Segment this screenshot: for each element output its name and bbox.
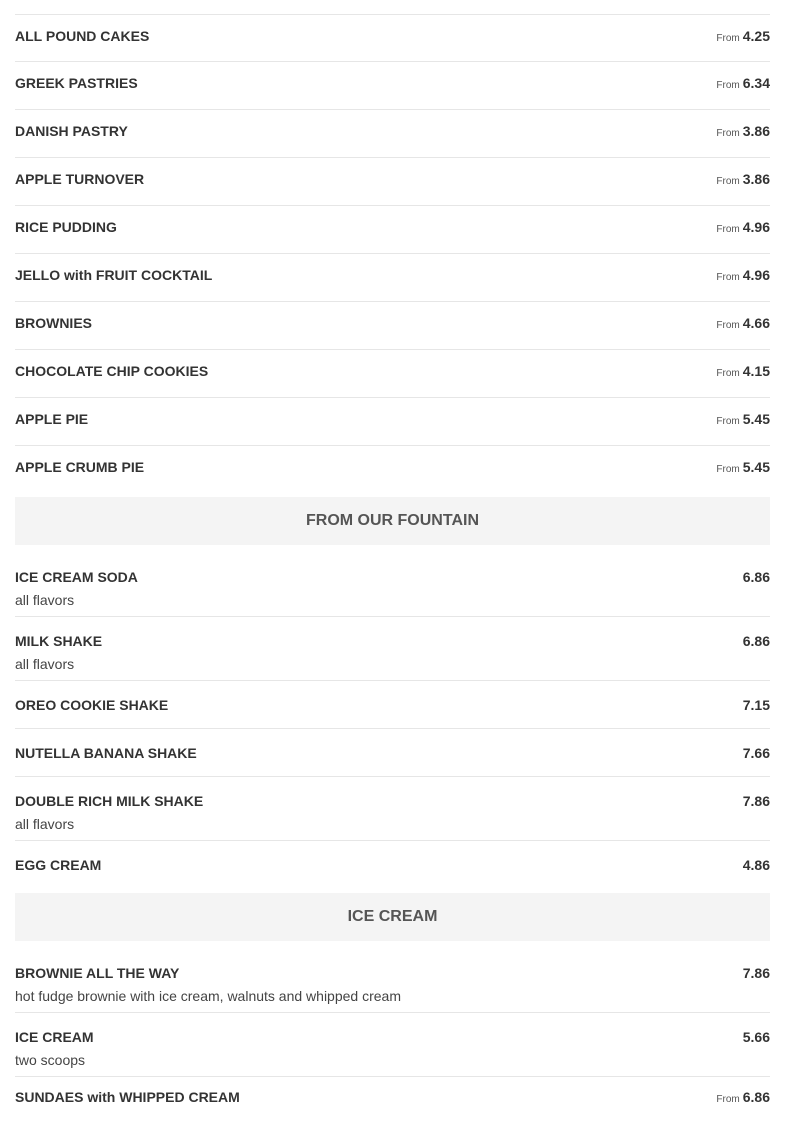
item-price	[716, 459, 770, 475]
item-price	[716, 363, 770, 379]
price-value: 4.15	[742, 363, 770, 379]
item-name: APPLE PIE	[15, 411, 89, 427]
from-label: From	[716, 1094, 740, 1105]
from-label: From	[716, 176, 740, 187]
item-name: DOUBLE RICH MILK SHAKE	[15, 793, 204, 809]
menu-item[interactable]	[15, 254, 770, 302]
section-title: FROM OUR FOUNTAIN	[305, 512, 479, 529]
menu-item[interactable]	[15, 206, 770, 254]
item-description: all flavors	[15, 816, 75, 832]
price-value: 4.66	[742, 315, 770, 331]
menu-item[interactable]	[15, 62, 770, 110]
menu-item[interactable]	[15, 1013, 770, 1077]
from-label: From	[716, 368, 740, 379]
menu-item[interactable]	[15, 1077, 770, 1125]
from-label: From	[716, 224, 740, 235]
item-name: DANISH PASTRY	[15, 123, 128, 139]
section-header-ice-cream	[15, 893, 770, 941]
item-name: BROWNIE ALL THE WAY	[15, 965, 180, 981]
item-price	[716, 315, 770, 331]
price-value: 6.86	[742, 1089, 770, 1105]
menu-item[interactable]	[15, 777, 770, 841]
price-value: 4.96	[742, 267, 770, 283]
menu-item[interactable]	[15, 350, 770, 398]
item-price: 7.86	[742, 965, 770, 981]
item-price: 7.15	[742, 697, 770, 713]
from-label: From	[716, 128, 740, 139]
menu-item[interactable]	[15, 14, 770, 62]
item-name: NUTELLA BANANA SHAKE	[15, 745, 197, 761]
item-name: MILK SHAKE	[15, 633, 103, 649]
menu-item[interactable]	[15, 949, 770, 1013]
item-description: hot fudge brownie with ice cream, walnuts and whipped cream	[15, 988, 401, 1004]
item-price	[716, 219, 770, 235]
item-name: RICE PUDDING	[15, 219, 117, 235]
item-price: 7.86	[742, 793, 770, 809]
item-price	[716, 171, 770, 187]
menu-item[interactable]	[15, 302, 770, 350]
menu-list	[15, 0, 770, 1125]
menu-item[interactable]	[15, 841, 770, 889]
menu-item[interactable]	[15, 398, 770, 446]
item-name: APPLE CRUMB PIE	[15, 459, 145, 475]
item-price: 5.66	[742, 1029, 770, 1045]
item-price	[716, 411, 770, 427]
item-price: 4.86	[742, 857, 770, 873]
item-description: two scoops	[15, 1052, 86, 1068]
menu-item[interactable]	[15, 681, 770, 729]
item-name: APPLE TURNOVER	[15, 171, 145, 187]
item-name: ALL POUND CAKES	[15, 28, 150, 44]
from-label: From	[716, 80, 740, 91]
from-label: From	[716, 464, 740, 475]
item-name: EGG CREAM	[15, 857, 102, 873]
price-value: 4.25	[742, 28, 770, 44]
price-value: 4.96	[742, 219, 770, 235]
from-label: From	[716, 272, 740, 283]
price-value: 3.86	[742, 171, 770, 187]
item-name: JELLO with FRUIT COCKTAIL	[15, 267, 213, 283]
menu-item[interactable]	[15, 110, 770, 158]
item-price: 6.86	[742, 569, 770, 585]
from-label: From	[716, 320, 740, 331]
item-name: BROWNIES	[15, 315, 92, 331]
from-label: From	[716, 33, 740, 44]
price-value: 5.45	[742, 411, 770, 427]
item-name: ICE CREAM	[15, 1029, 94, 1045]
from-label: From	[716, 416, 740, 427]
item-price	[716, 267, 770, 283]
menu-item[interactable]	[15, 446, 770, 494]
section-title: ICE CREAM	[347, 908, 438, 925]
item-price	[716, 28, 770, 44]
item-price	[716, 123, 770, 139]
item-name: SUNDAES with WHIPPED CREAM	[15, 1089, 240, 1105]
item-name: GREEK PASTRIES	[15, 75, 138, 91]
item-price	[716, 75, 770, 91]
menu-item[interactable]	[15, 158, 770, 206]
price-value: 6.34	[742, 75, 770, 91]
price-value: 5.45	[742, 459, 770, 475]
menu-item[interactable]	[15, 553, 770, 617]
item-description: all flavors	[15, 656, 75, 672]
menu-item[interactable]	[15, 617, 770, 681]
item-description: all flavors	[15, 592, 75, 608]
item-price: 6.86	[742, 633, 770, 649]
item-name: CHOCOLATE CHIP COOKIES	[15, 363, 209, 379]
item-price: 7.66	[742, 745, 770, 761]
section-header-fountain	[15, 497, 770, 545]
item-name: ICE CREAM SODA	[15, 569, 138, 585]
price-value: 3.86	[742, 123, 770, 139]
item-name: OREO COOKIE SHAKE	[15, 697, 169, 713]
item-price	[716, 1089, 770, 1105]
menu-item[interactable]	[15, 729, 770, 777]
